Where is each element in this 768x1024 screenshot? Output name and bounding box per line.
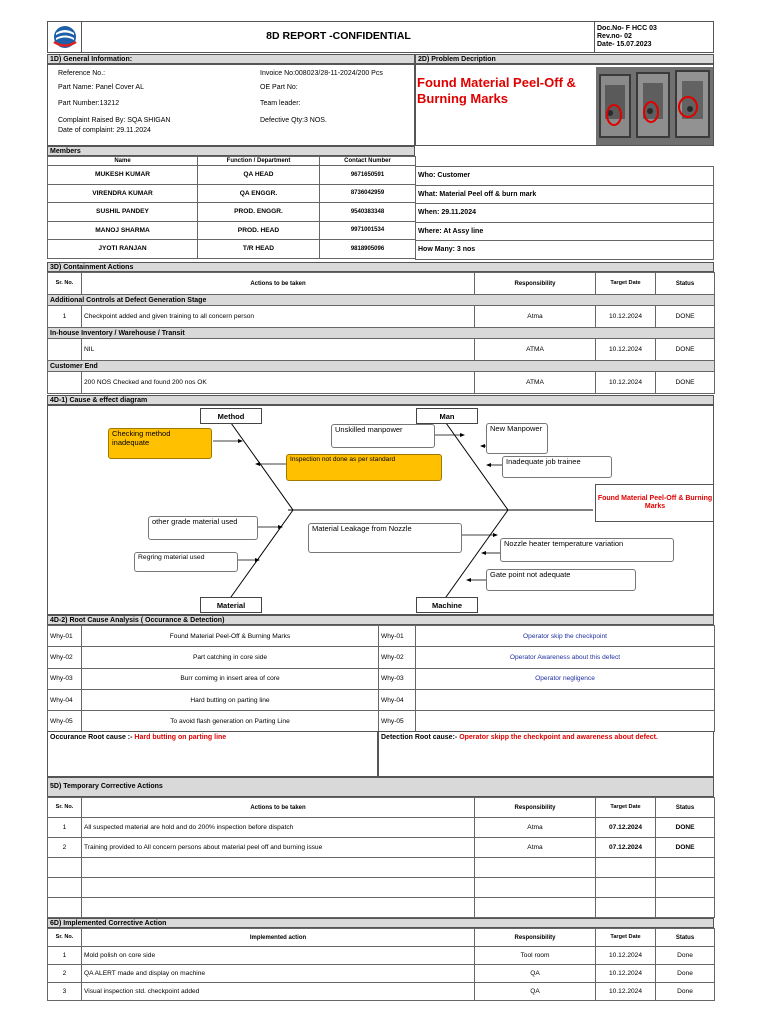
containment-action: Checkpoint added and given training to all concern person xyxy=(82,306,475,328)
fishbone-diagram xyxy=(47,405,714,615)
why-occurrence: To avoid flash generation on Parting Line xyxy=(82,711,379,732)
containment-target-date: 10.12.2024 xyxy=(596,339,656,361)
table-row xyxy=(379,647,715,668)
table-row xyxy=(48,647,379,668)
why-label: Why-03 xyxy=(379,668,416,689)
how-many-field: How Many: 3 nos xyxy=(416,241,714,260)
table-row xyxy=(48,965,715,983)
five-w-table xyxy=(415,166,714,260)
containment-target-date: 10.12.2024 xyxy=(596,372,656,394)
containment-col-action: Actions to be taken xyxy=(82,273,475,295)
cause-gate-point: Gate point not adequate xyxy=(486,569,636,591)
temporary-target-date: 07.12.2024 xyxy=(596,818,656,838)
revision-number: Rev.no- 02 xyxy=(597,33,632,40)
why-occurrence: Found Material Peel-Off & Burning Marks xyxy=(82,626,379,647)
what-field: What: Material Peel off & burn mark xyxy=(416,185,714,204)
containment-status: DONE xyxy=(656,306,715,328)
effect-box: Found Material Peel-Off & Burning Marks xyxy=(595,484,714,522)
implemented-target-date: 10.12.2024 xyxy=(596,983,656,1001)
containment-responsibility: ATMA xyxy=(475,339,596,361)
member-function: PROD. HEAD xyxy=(198,221,320,240)
temporary-col-action: Actions to be taken xyxy=(82,798,475,818)
table-row xyxy=(48,339,715,361)
reference-number: Reference No.: xyxy=(58,70,106,77)
problem-title: Found Material Peel-Off & Burning Marks xyxy=(417,75,576,106)
containment-responsibility: Atma xyxy=(475,306,596,328)
general-info-panel xyxy=(47,64,415,146)
temporary-action: All suspected material are hold and do 200% inspection before dispatch xyxy=(82,818,475,838)
containment-heading: 3D) Containment Actions xyxy=(47,262,714,272)
table-row xyxy=(48,689,379,710)
complaint-date: Date of complaint: 29.11.2024 xyxy=(58,127,151,134)
temporary-col-status: Status xyxy=(656,798,715,818)
why-occurrence: Hard butting on parting line xyxy=(82,689,379,710)
why-label: Why-02 xyxy=(379,647,416,668)
implemented-responsibility: QA xyxy=(475,965,596,983)
report-title: 8D REPORT -CONFIDENTIAL xyxy=(266,30,411,42)
table-row xyxy=(48,838,715,858)
containment-action: NIL xyxy=(82,339,475,361)
cause-material-leakage: Material Leakage from Nozzle xyxy=(308,523,462,553)
cause-checking-method: Checking method inadequate xyxy=(108,428,212,459)
occurrence-root-label: Occurance Root cause :- xyxy=(50,734,135,741)
containment-sr xyxy=(48,372,82,394)
fishbone-heading: 4D-1) Cause & effect diagram xyxy=(47,395,714,405)
implemented-sr: 3 xyxy=(48,983,82,1001)
member-name: JYOTI RANJAN xyxy=(48,240,198,259)
temporary-responsibility: Atma xyxy=(475,838,596,858)
implemented-col-action: Implemented action xyxy=(82,929,475,947)
table-row xyxy=(379,668,715,689)
containment-action: 200 NOS Checked and found 200 nos OK xyxy=(82,372,475,394)
category-man: Man xyxy=(416,408,478,424)
occurrence-table xyxy=(47,625,379,732)
when-field: When: 29.11.2024 xyxy=(416,204,714,223)
member-row xyxy=(48,203,416,222)
temporary-col-target: Target Date xyxy=(596,798,656,818)
containment-sr xyxy=(48,339,82,361)
member-contact: 9971001534 xyxy=(320,221,416,240)
member-row xyxy=(48,184,416,203)
why-label: Why-04 xyxy=(379,689,416,710)
cause-job-trainee: Inadequate job trainee xyxy=(502,456,612,478)
temporary-heading: 5D) Temporary Corrective Actions xyxy=(47,777,714,797)
table-row xyxy=(48,306,715,328)
why-label: Why-04 xyxy=(48,689,82,710)
temporary-sr: 2 xyxy=(48,838,82,858)
implemented-responsibility: Tool room xyxy=(475,947,596,965)
table-row xyxy=(379,711,715,732)
implemented-target-date: 10.12.2024 xyxy=(596,947,656,965)
implemented-sr: 2 xyxy=(48,965,82,983)
problem-heading: 2D) Problem Decription xyxy=(415,54,714,64)
general-info-heading: 1D) General Information: xyxy=(47,54,415,64)
defect-photo xyxy=(596,67,713,145)
containment-responsibility: ATMA xyxy=(475,372,596,394)
implemented-status: Done xyxy=(656,965,715,983)
detection-root-label: Detection Root cause:- xyxy=(381,734,460,741)
temporary-actions-table xyxy=(47,797,715,918)
why-occurrence: Burr comimg in insert area of core xyxy=(82,668,379,689)
temporary-status: DONE xyxy=(656,818,715,838)
temporary-sr: 1 xyxy=(48,818,82,838)
temporary-target-date: 07.12.2024 xyxy=(596,838,656,858)
category-method: Method xyxy=(200,408,262,424)
why-detection: Operator Awareness about this defect xyxy=(416,647,715,668)
table-row xyxy=(379,626,715,647)
temporary-responsibility: Atma xyxy=(475,818,596,838)
rca-heading: 4D-2) Root Cause Analysis ( Occurance & Detection) xyxy=(47,615,714,625)
member-contact: 9540383348 xyxy=(320,203,416,222)
implemented-col-status: Status xyxy=(656,929,715,947)
report-page xyxy=(47,21,714,1001)
why-label: Why-01 xyxy=(48,626,82,647)
part-name: Part Name: Panel Cover AL xyxy=(58,84,144,91)
implemented-heading: 6D) Implemented Corrective Action xyxy=(47,918,714,928)
containment-col-responsibility: Responsibility xyxy=(475,273,596,295)
detection-root-cause xyxy=(378,731,714,777)
temporary-status: DONE xyxy=(656,838,715,858)
member-function: T/R HEAD xyxy=(198,240,320,259)
table-row-empty xyxy=(48,878,715,898)
table-row xyxy=(48,947,715,965)
member-row xyxy=(48,240,416,259)
cause-other-grade-material: other grade material used xyxy=(148,516,258,540)
report-header xyxy=(47,21,714,53)
defective-quantity: Defective Qty:3 NOS. xyxy=(260,117,327,124)
implemented-responsibility: QA xyxy=(475,983,596,1001)
table-row xyxy=(48,668,379,689)
cause-inspection: Inspection not done as per standard xyxy=(286,454,442,481)
table-row xyxy=(48,372,715,394)
table-row xyxy=(48,983,715,1001)
table-row xyxy=(48,626,379,647)
category-machine: Machine xyxy=(416,597,478,613)
occurrence-root-cause xyxy=(47,731,378,777)
members-heading: Members xyxy=(47,146,415,156)
table-row-empty xyxy=(48,898,715,918)
why-label: Why-05 xyxy=(48,711,82,732)
complaint-raised-by: Complaint Raised By: SQA SHIGAN xyxy=(58,117,171,124)
doc-date: Date- 15.07.2023 xyxy=(597,41,652,48)
why-detection: Operator negligence xyxy=(416,668,715,689)
why-occurrence: Part catching in core side xyxy=(82,647,379,668)
team-leader: Team leader: xyxy=(260,100,301,107)
implemented-status: Done xyxy=(656,947,715,965)
member-contact: 9671650591 xyxy=(320,166,416,185)
members-col-contact: Contact Number xyxy=(320,157,416,166)
implemented-action: Visual inspection std. checkpoint added xyxy=(82,983,475,1001)
containment-subheading-inventory: In-house Inventory / Warehouse / Transit xyxy=(48,328,715,339)
why-label: Why-03 xyxy=(48,668,82,689)
implemented-col-sr: Sr. No. xyxy=(48,929,82,947)
members-table xyxy=(47,156,416,259)
temporary-col-responsibility: Responsibility xyxy=(475,798,596,818)
containment-target-date: 10.12.2024 xyxy=(596,306,656,328)
member-function: QA HEAD xyxy=(198,166,320,185)
why-detection: Operator skip the checkpoint xyxy=(416,626,715,647)
member-function: PROD. ENGGR. xyxy=(198,203,320,222)
category-material: Material xyxy=(200,597,262,613)
part-number: Part Number:13212 xyxy=(58,100,120,107)
where-field: Where: At Assy line xyxy=(416,222,714,241)
implemented-action: Mold polish on core side xyxy=(82,947,475,965)
implemented-sr: 1 xyxy=(48,947,82,965)
company-logo xyxy=(48,22,82,52)
table-row xyxy=(48,818,715,838)
temporary-col-sr: Sr. No. xyxy=(48,798,82,818)
member-row xyxy=(48,221,416,240)
implemented-col-responsibility: Responsibility xyxy=(475,929,596,947)
cause-unskilled-manpower: Unskilled manpower xyxy=(331,424,435,448)
invoice-number: Invoice No:008023/28-11-2024/200 Pcs xyxy=(260,70,383,77)
occurrence-root-value: Hard butting on parting line xyxy=(134,734,227,741)
containment-subheading-customer: Customer End xyxy=(48,361,715,372)
implemented-col-target: Target Date xyxy=(596,929,656,947)
containment-subheading-defect-stage: Additional Controls at Defect Generation Stage xyxy=(48,295,715,306)
containment-col-sr: Sr. No. xyxy=(48,273,82,295)
member-contact: 9818905096 xyxy=(320,240,416,259)
containment-status: DONE xyxy=(656,372,715,394)
detection-table xyxy=(378,625,715,732)
problem-panel xyxy=(415,64,714,146)
cause-nozzle-heater: Nozzle heater temperature variation xyxy=(500,538,674,562)
containment-table xyxy=(47,272,715,394)
why-detection xyxy=(416,711,715,732)
member-row xyxy=(48,166,416,185)
temporary-action: Training provided to All concern persons about material peel off and burning issue xyxy=(82,838,475,858)
member-name: VIRENDRA KUMAR xyxy=(48,184,198,203)
member-name: MUKESH KUMAR xyxy=(48,166,198,185)
cause-new-manpower: New Manpower xyxy=(486,423,548,454)
containment-sr: 1 xyxy=(48,306,82,328)
table-row-empty xyxy=(48,858,715,878)
containment-col-status: Status xyxy=(656,273,715,295)
member-function: QA ENGGR. xyxy=(198,184,320,203)
table-row xyxy=(379,689,715,710)
member-name: MANOJ SHARMA xyxy=(48,221,198,240)
member-name: SUSHIL PANDEY xyxy=(48,203,198,222)
implemented-target-date: 10.12.2024 xyxy=(596,965,656,983)
member-contact: 8736042959 xyxy=(320,184,416,203)
doc-info xyxy=(594,22,714,52)
containment-col-target: Target Date xyxy=(596,273,656,295)
oe-part-number: OE Part No: xyxy=(260,84,298,91)
doc-number: Doc.No- F HCC 03 xyxy=(597,25,657,32)
table-row xyxy=(48,711,379,732)
why-label: Why-01 xyxy=(379,626,416,647)
who-field: Who: Customer xyxy=(416,167,714,186)
detection-root-value: Operator skipp the checkpoint and awareness about defect. xyxy=(459,734,658,741)
members-col-function: Function / Department xyxy=(198,157,320,166)
containment-status: DONE xyxy=(656,339,715,361)
implemented-status: Done xyxy=(656,983,715,1001)
why-label: Why-05 xyxy=(379,711,416,732)
why-label: Why-02 xyxy=(48,647,82,668)
cause-regring-material: Regring material used xyxy=(134,552,238,572)
why-detection xyxy=(416,689,715,710)
implemented-actions-table xyxy=(47,928,715,1001)
members-col-name: Name xyxy=(48,157,198,166)
implemented-action: QA ALERT made and display on machine xyxy=(82,965,475,983)
